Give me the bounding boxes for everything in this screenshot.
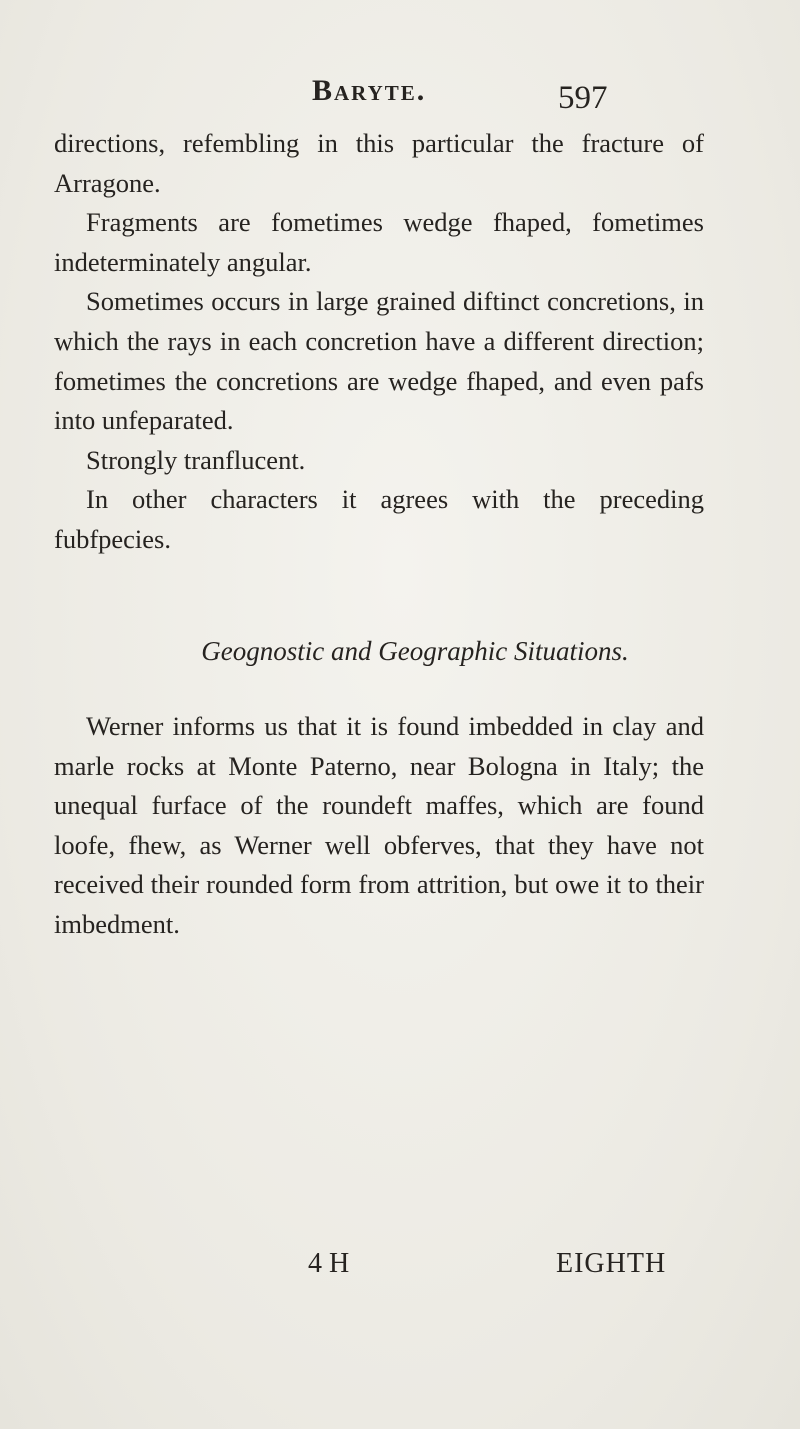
page-header [0, 74, 800, 118]
page-footer [0, 1248, 800, 1288]
paragraph: In other characters it agrees with the preceding fubfpecies. [54, 484, 704, 554]
section-body-text [54, 707, 704, 945]
signature-mark: 4 H [308, 1248, 350, 1279]
section-heading: Geognostic and Geographic Situations. [201, 636, 629, 666]
paragraph: Fragments are fometimes wedge fhaped, fometimes indeterminately angular. [54, 207, 704, 277]
paragraph: directions, refembling in this particular the fracture of Arragone. [54, 128, 704, 198]
catchword: EIGHTH [556, 1248, 667, 1279]
paragraph: Strongly tranflucent. [86, 444, 306, 475]
paragraph: Sometimes occurs in large grained diftinct concretions, in which the rays in each concretion have a different direction; fometimes the concretions are wedge fhaped, and even pafs into unfeparated. [54, 286, 704, 436]
paragraph: Werner informs us that it is found imbedded in clay and marle rocks at Monte Paterno, near Bologna in Italy; the unequal furface of the roundeft maffes, which are found loofe, fhew, as Werner well obferves, that they have not received their rounded form from attrition, but owe it to their imbedment. [54, 711, 704, 939]
body-text [54, 124, 704, 560]
page-number: 597 [558, 80, 608, 116]
running-head: Baryte. [312, 74, 427, 107]
